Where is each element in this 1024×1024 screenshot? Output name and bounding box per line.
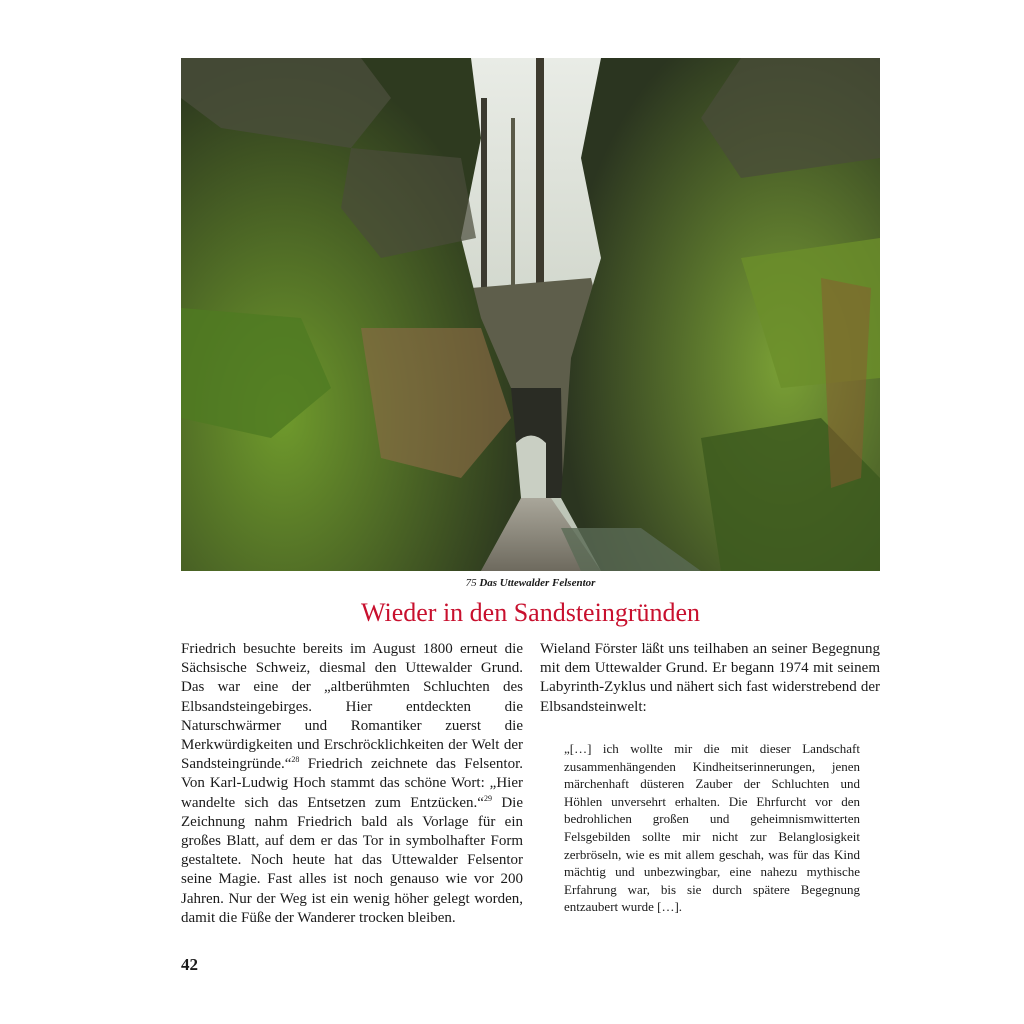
figure-number: 75 — [465, 577, 477, 589]
footnote-ref[interactable]: 28 — [291, 755, 300, 765]
footnote-ref[interactable]: 29 — [483, 793, 492, 803]
block-quote: „[…] ich wollte mir die mit dieser Landschaft zusammenhängenden Kindheitserinnerungen, jenen märchenhaft düsteren Zauber der Schluchten und Höhlen unversehrt erhalten. Die Ehrfurcht vor den bedrohlichen großen und geheimnismwitterten Felsgebilden sollte mir nicht zur Belanglosigkeit zerbröseln, wie es mit allem geschah, was für das Kind mächtig und unbezwingbar, eine nahezu mythische Erfahrung war, bis sie durch spätere Begegnung entzaubert wurde […]. — [564, 741, 860, 915]
body-paragraph — [181, 640, 523, 928]
body-text: Die Zeichnung nahm Friedrich bald als Vorlage für ein großes Blatt, auf dem er das Tor in symbolhafter Form gestaltete. Noch heute hat das Uttewalder Felsentor seine Magie. Fast alles ist noch genauso wie vor 200 Jahren. Nur der Weg ist ein wenig höher gelegt worden, damit die Füße der Wanderer trocken bleiben. — [181, 794, 523, 926]
intro-paragraph: Wieland Förster läßt uns teilhaben an seiner Begegnung mit dem Uttewalder Grund. Er begann 1974 mit seinem Labyrinth-Zyklus und nähert sich fast widerstrebend der Elbsandsteinwelt: — [540, 641, 880, 715]
figure-title: Das Uttewalder Felsentor — [479, 577, 596, 589]
gorge-photo — [181, 58, 880, 571]
page-number: 42 — [181, 955, 198, 974]
section-heading: Wieder in den Sandsteingründen — [360, 598, 701, 627]
body-text: Friedrich besuchte bereits im August 1800 erneut die Sächsische Schweiz, diesmal den Uttewalder Grund. Das war eine der „altberühmten Schluchten des Elbsandsteingebirges. Hier entdeckten die Naturschwärmer und Romantiker zuerst die Merkwürdigkeiten und Erschröcklichkeiten der Welt der Sandsteingründe.“ — [181, 641, 523, 773]
body-text: Friedrich zeichnete das Felsentor. Von Karl-Ludwig Hoch stammt das schöne Wort: „Hier wandelte sich das Entsetzen zum Entzücken.“ — [181, 756, 523, 811]
right-column — [540, 640, 880, 717]
figure-caption — [181, 577, 880, 589]
left-column — [181, 640, 523, 928]
